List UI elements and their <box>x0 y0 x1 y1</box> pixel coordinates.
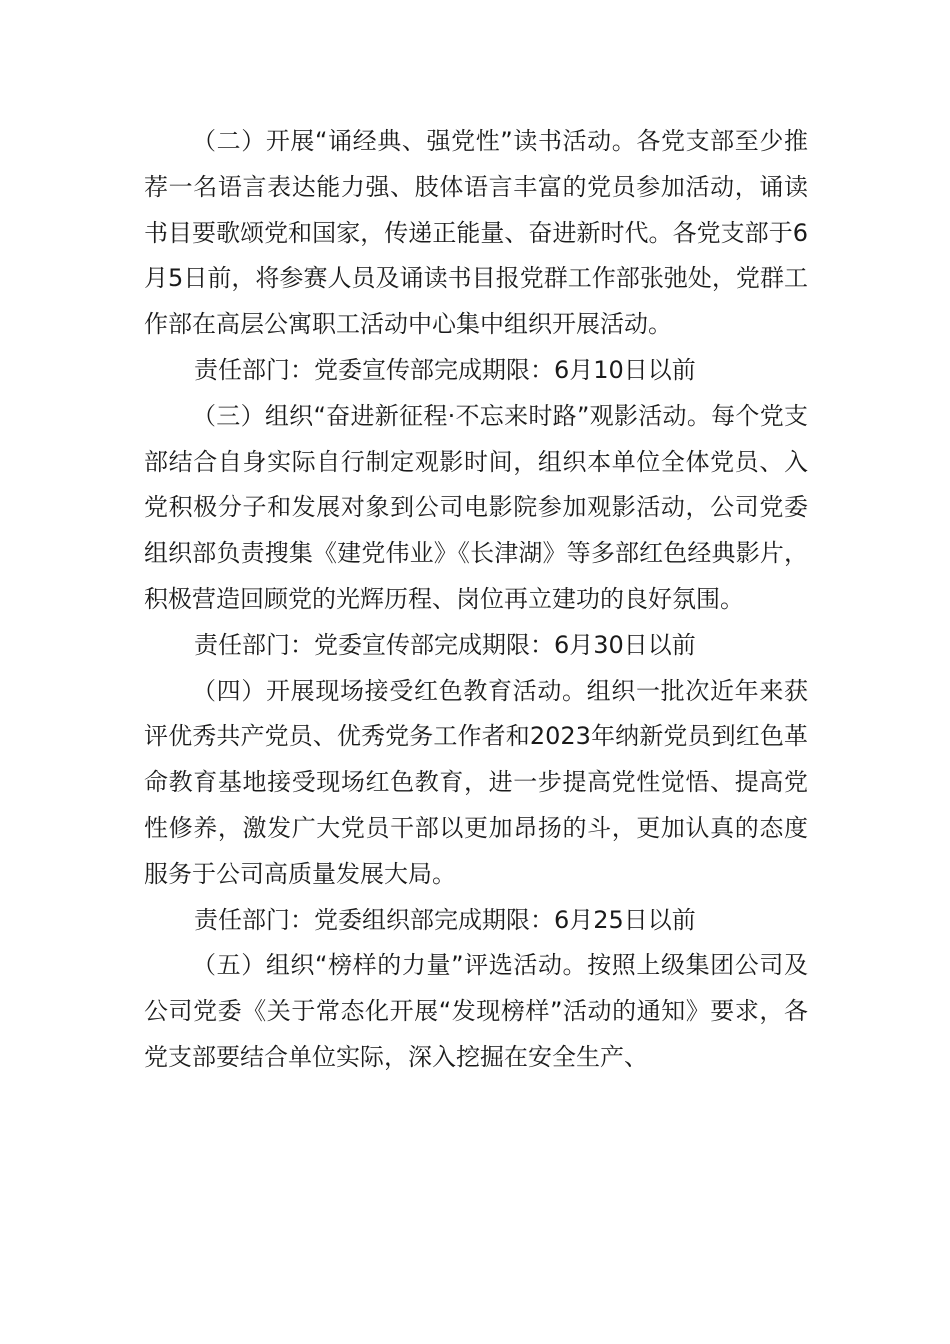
paragraph-reading-activity: （二）开展“诵经典、强党性”读书活动。各党支部至少推荐一名语言表达能力强、肢体语言丰富的党员参加活动，诵读书目要歌颂党和国家，传递正能量、奋进新时代。各党支部于6月5日前，将参赛人员及诵读书目报党群工作部张弛处，党群工作部在高层公寓职工活动中心集中组织开展活动。 <box>144 127 808 339</box>
document-body <box>144 119 808 1081</box>
paragraph-film-activity: （三）组织“奋进新征程·不忘来时路”观影活动。每个党支部结合自身实际自行制定观影时间，组织本单位全体党员、入党积极分子和发展对象到公司电影院参加观影活动，公司党委组织部负责搜集《建党伟业》《长津湖》等多部红色经典影片，积极营造回顾党的光辉历程、岗位再立建功的良好氛围。 <box>144 401 808 613</box>
responsibility-line-education: 责任部门：党委组织部完成期限：6月25日以前 <box>194 905 696 934</box>
responsibility-line-film: 责任部门：党委宣传部完成期限：6月30日以前 <box>194 630 696 659</box>
paragraph-role-model-selection: （五）组织“榜样的力量”评选活动。按照上级集团公司及公司党委《关于常态化开展“发现榜样”活动的通知》要求，各党支部要结合单位实际，深入挖掘在安全生产、 <box>144 951 808 1071</box>
responsibility-line-reading: 责任部门：党委宣传部完成期限：6月10日以前 <box>194 355 696 384</box>
paragraph-red-education: （四）开展现场接受红色教育活动。组织一批次近年来获评优秀共产党员、优秀党务工作者和2023年纳新党员到红色革命教育基地接受现场红色教育，进一步提高党性觉悟、提高党性修养，激发广大党员干部以更加昂扬的斗，更加认真的态度服务于公司高质量发展大局。 <box>144 676 808 888</box>
